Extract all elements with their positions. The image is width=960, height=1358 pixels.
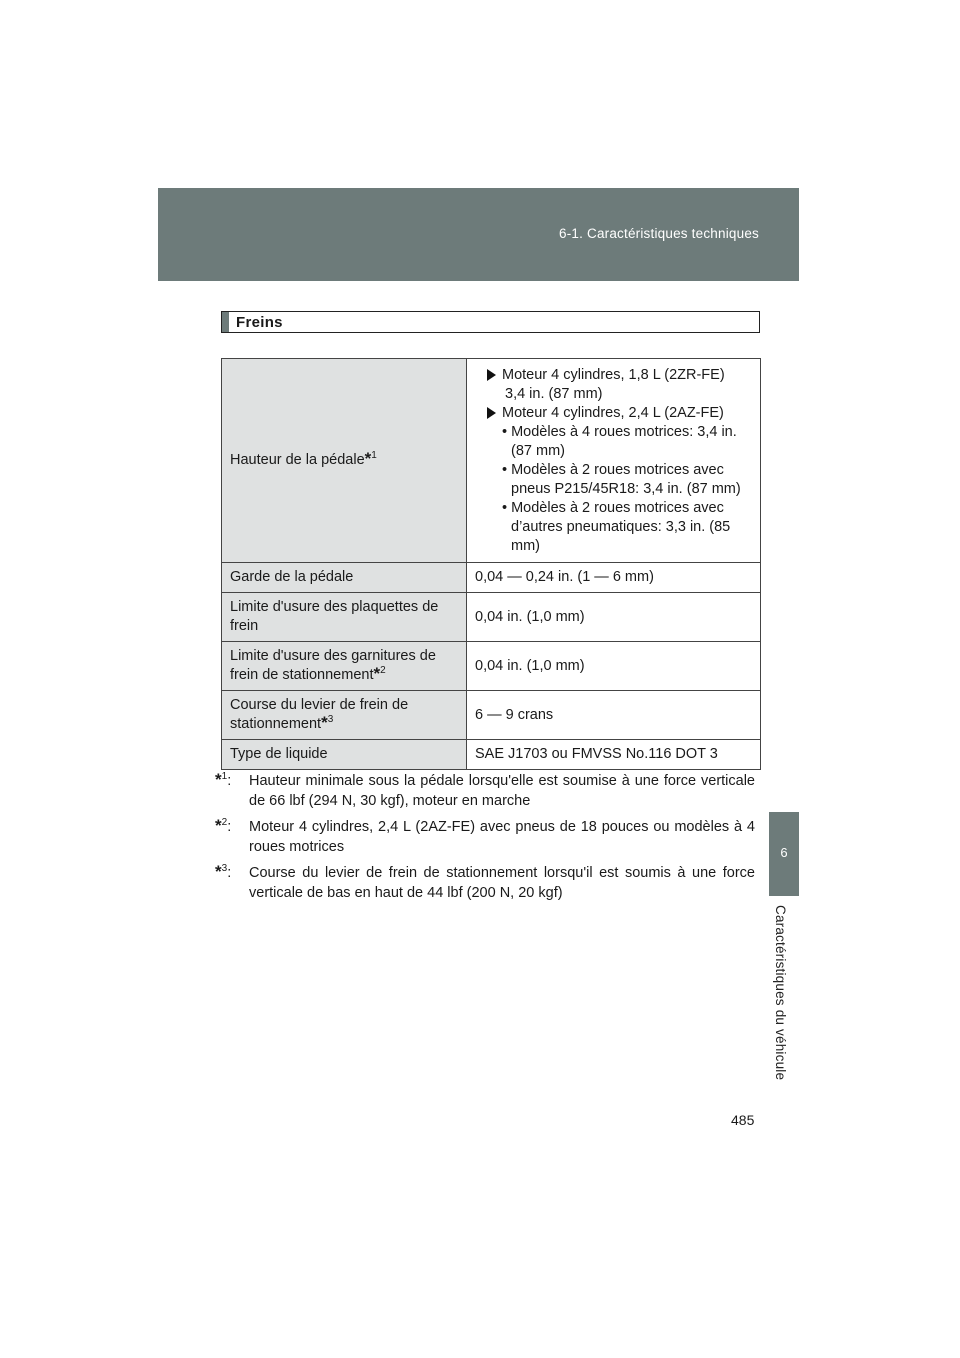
table-label-cell xyxy=(222,359,467,563)
pad-wear-label: Limite d'usure des plaquettes de frein xyxy=(222,593,467,642)
engine-value: 3,4 in. (87 mm) xyxy=(505,385,603,402)
list-item: • Modèles à 2 roues motrices avec d’autres pneumatiques: 3,3 in. (85 mm) xyxy=(502,499,731,554)
chapter-section-title: 6-1. Caractéristiques techniques xyxy=(558,226,759,241)
chapter-tab-label: Caractéristiques du véhicule xyxy=(773,905,788,1081)
list-item: • Modèles à 4 roues motrices: 3,4 in. (87 mm) xyxy=(502,423,737,459)
section-heading xyxy=(221,311,760,333)
free-play-value: 0,04 — 0,24 in. (1 — 6 mm) xyxy=(467,563,761,593)
table-row-pad-wear xyxy=(222,593,761,642)
lever-travel-value: 6 — 9 crans xyxy=(467,691,761,740)
chapter-tab-number: 6 xyxy=(780,845,788,860)
footnote-ref: 2 xyxy=(380,665,386,677)
footnote-star-icon: * xyxy=(215,862,222,881)
section-heading-bar xyxy=(222,312,229,332)
footnote xyxy=(215,816,755,857)
parking-lining-value: 0,04 in. (1,0 mm) xyxy=(467,642,761,691)
footnote xyxy=(215,862,755,903)
footnote-star-icon: * xyxy=(215,770,222,789)
pad-wear-value: 0,04 in. (1,0 mm) xyxy=(467,593,761,642)
footnote-text: Course du levier de frein de stationnement lorsqu'il est soumis à une force verticale de bas en haut de 44 lbf (200 N, 20 kgf) xyxy=(249,865,755,901)
table-label-cell xyxy=(222,642,467,691)
section-title: Freins xyxy=(236,314,283,331)
engine-entry xyxy=(475,366,752,385)
chapter-header-band xyxy=(158,188,799,281)
footnote-star-icon: * xyxy=(364,449,372,468)
triangle-bullet-icon xyxy=(487,369,496,381)
lever-travel-label: Course du levier de frein de stationnement xyxy=(230,697,409,732)
footnote-star-icon: * xyxy=(215,816,222,835)
pedal-height-label: Hauteur de la pédale xyxy=(230,452,365,468)
table-row-parking-lining xyxy=(222,642,761,691)
table-value-cell xyxy=(467,359,761,563)
chapter-tab[interactable] xyxy=(769,812,799,896)
footnote-mark: *$^3$: xyxy=(215,862,232,881)
footnote-ref: 1 xyxy=(371,450,377,462)
footnote xyxy=(215,770,755,811)
table-row-lever-travel xyxy=(222,691,761,740)
parking-lining-label: Limite d'usure des garnitures de frein de stationnement xyxy=(230,648,436,683)
footnote-text: Hauteur minimale sous la pédale lorsqu'elle est soumise à une force verticale de 66 lbf (294 N, 30 kgf), moteur en marche xyxy=(249,773,755,809)
footnotes xyxy=(215,770,755,910)
footnote-mark: *$^2$: xyxy=(215,816,232,835)
brake-spec-table xyxy=(221,358,761,770)
footnote-number: 3 xyxy=(221,863,228,875)
page-number: 485 xyxy=(731,1112,755,1128)
engine-entry xyxy=(475,404,752,423)
footnote-text: Moteur 4 cylindres, 2,4 L (2AZ-FE) avec pneus de 18 pouces ou modèles à 4 roues motrices xyxy=(249,819,755,855)
engine-label: Moteur 4 cylindres, 2,4 L (2AZ-FE) xyxy=(502,404,724,421)
table-label-cell xyxy=(222,691,467,740)
footnote-mark: *$^1$: xyxy=(215,770,232,789)
footnote-number: 1 xyxy=(221,771,228,783)
free-play-label: Garde de la pédale xyxy=(222,563,467,593)
triangle-bullet-icon xyxy=(487,407,496,419)
table-row-pedal-height xyxy=(222,359,761,563)
list-item: • Modèles à 2 roues motrices avec pneus P215/45R18: 3,4 in. (87 mm) xyxy=(502,461,741,497)
footnote-star-icon: * xyxy=(373,664,381,683)
fluid-type-label: Type de liquide xyxy=(222,740,467,770)
footnote-number: 2 xyxy=(221,817,228,829)
table-row-free-play xyxy=(222,563,761,593)
footnote-star-icon: * xyxy=(321,713,328,732)
footnote-ref: 3 xyxy=(327,714,334,726)
fluid-type-value: SAE J1703 ou FMVSS No.116 DOT 3 xyxy=(467,740,761,770)
engine-label: Moteur 4 cylindres, 1,8 L (2ZR-FE) xyxy=(502,366,725,383)
table-row-fluid-type xyxy=(222,740,761,770)
